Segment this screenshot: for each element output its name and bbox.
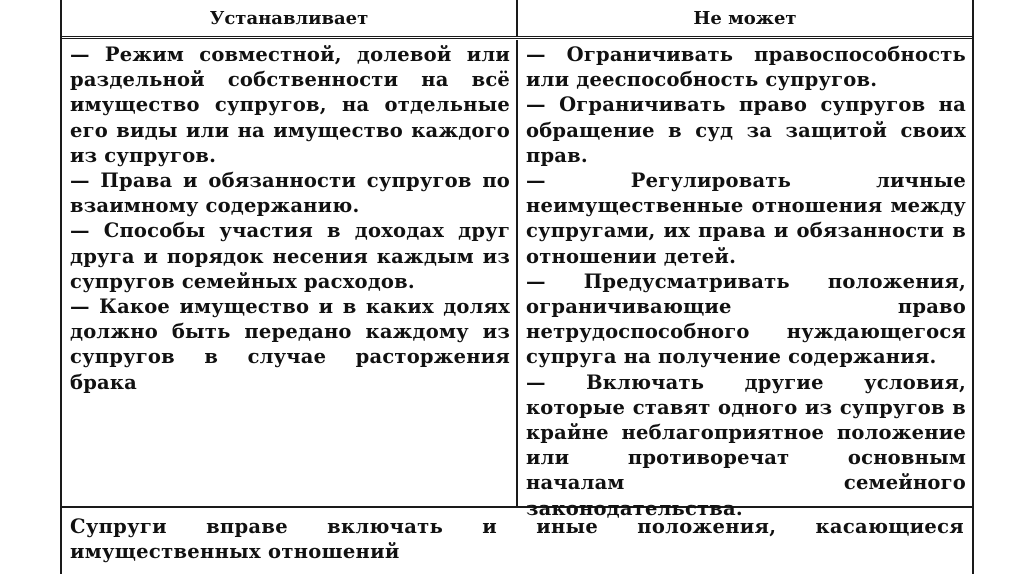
list-item: — Ограничивать правоспособность или дееспособность супругов. [526, 43, 966, 92]
table-body-row [62, 40, 972, 520]
header-cannot: Не может [693, 7, 797, 29]
footer-note: Супруги вправе включать и иные положения, касающиеся имущественных отношений [70, 515, 964, 564]
list-item: — Включать другие условия, которые ставят одного из супругов в крайне неблагоприятное положение или противоречат основным началам семейного законодательства. [526, 370, 966, 520]
list-item: — Способы участия в доходах друг друга и порядок несения каждым из супругов семейных расходов. [70, 219, 510, 293]
cannot-column [518, 40, 972, 520]
header-establishes: Устанавливает [62, 0, 518, 36]
list-item: — Предусматривать положения, ограничивающие право нетрудоспособного нуждающегося супруга на получение содержания. [526, 269, 966, 369]
establishes-column [62, 40, 518, 506]
table-header-row [62, 0, 972, 39]
table-footer-row [62, 510, 972, 574]
list-item: — Режим совместной, долевой или раздельной собственности на всё имущество супругов, на отдельные его виды или на имущество каждого из супругов. [70, 43, 510, 167]
marriage-contract-table [60, 0, 974, 574]
list-item: — Права и обязанности супругов по взаимному содержанию. [70, 169, 510, 218]
list-item: — Ограничивать право супругов на обращение в суд за защитой своих прав. [526, 93, 966, 167]
list-item: — Какое имущество и в каких долях должно быть передано каждому из супругов в случае расторжения брака [70, 295, 510, 394]
list-item: — Регулировать личные неимущественные отношения между супругами, их права и обязанности в отношении детей. [526, 169, 966, 268]
